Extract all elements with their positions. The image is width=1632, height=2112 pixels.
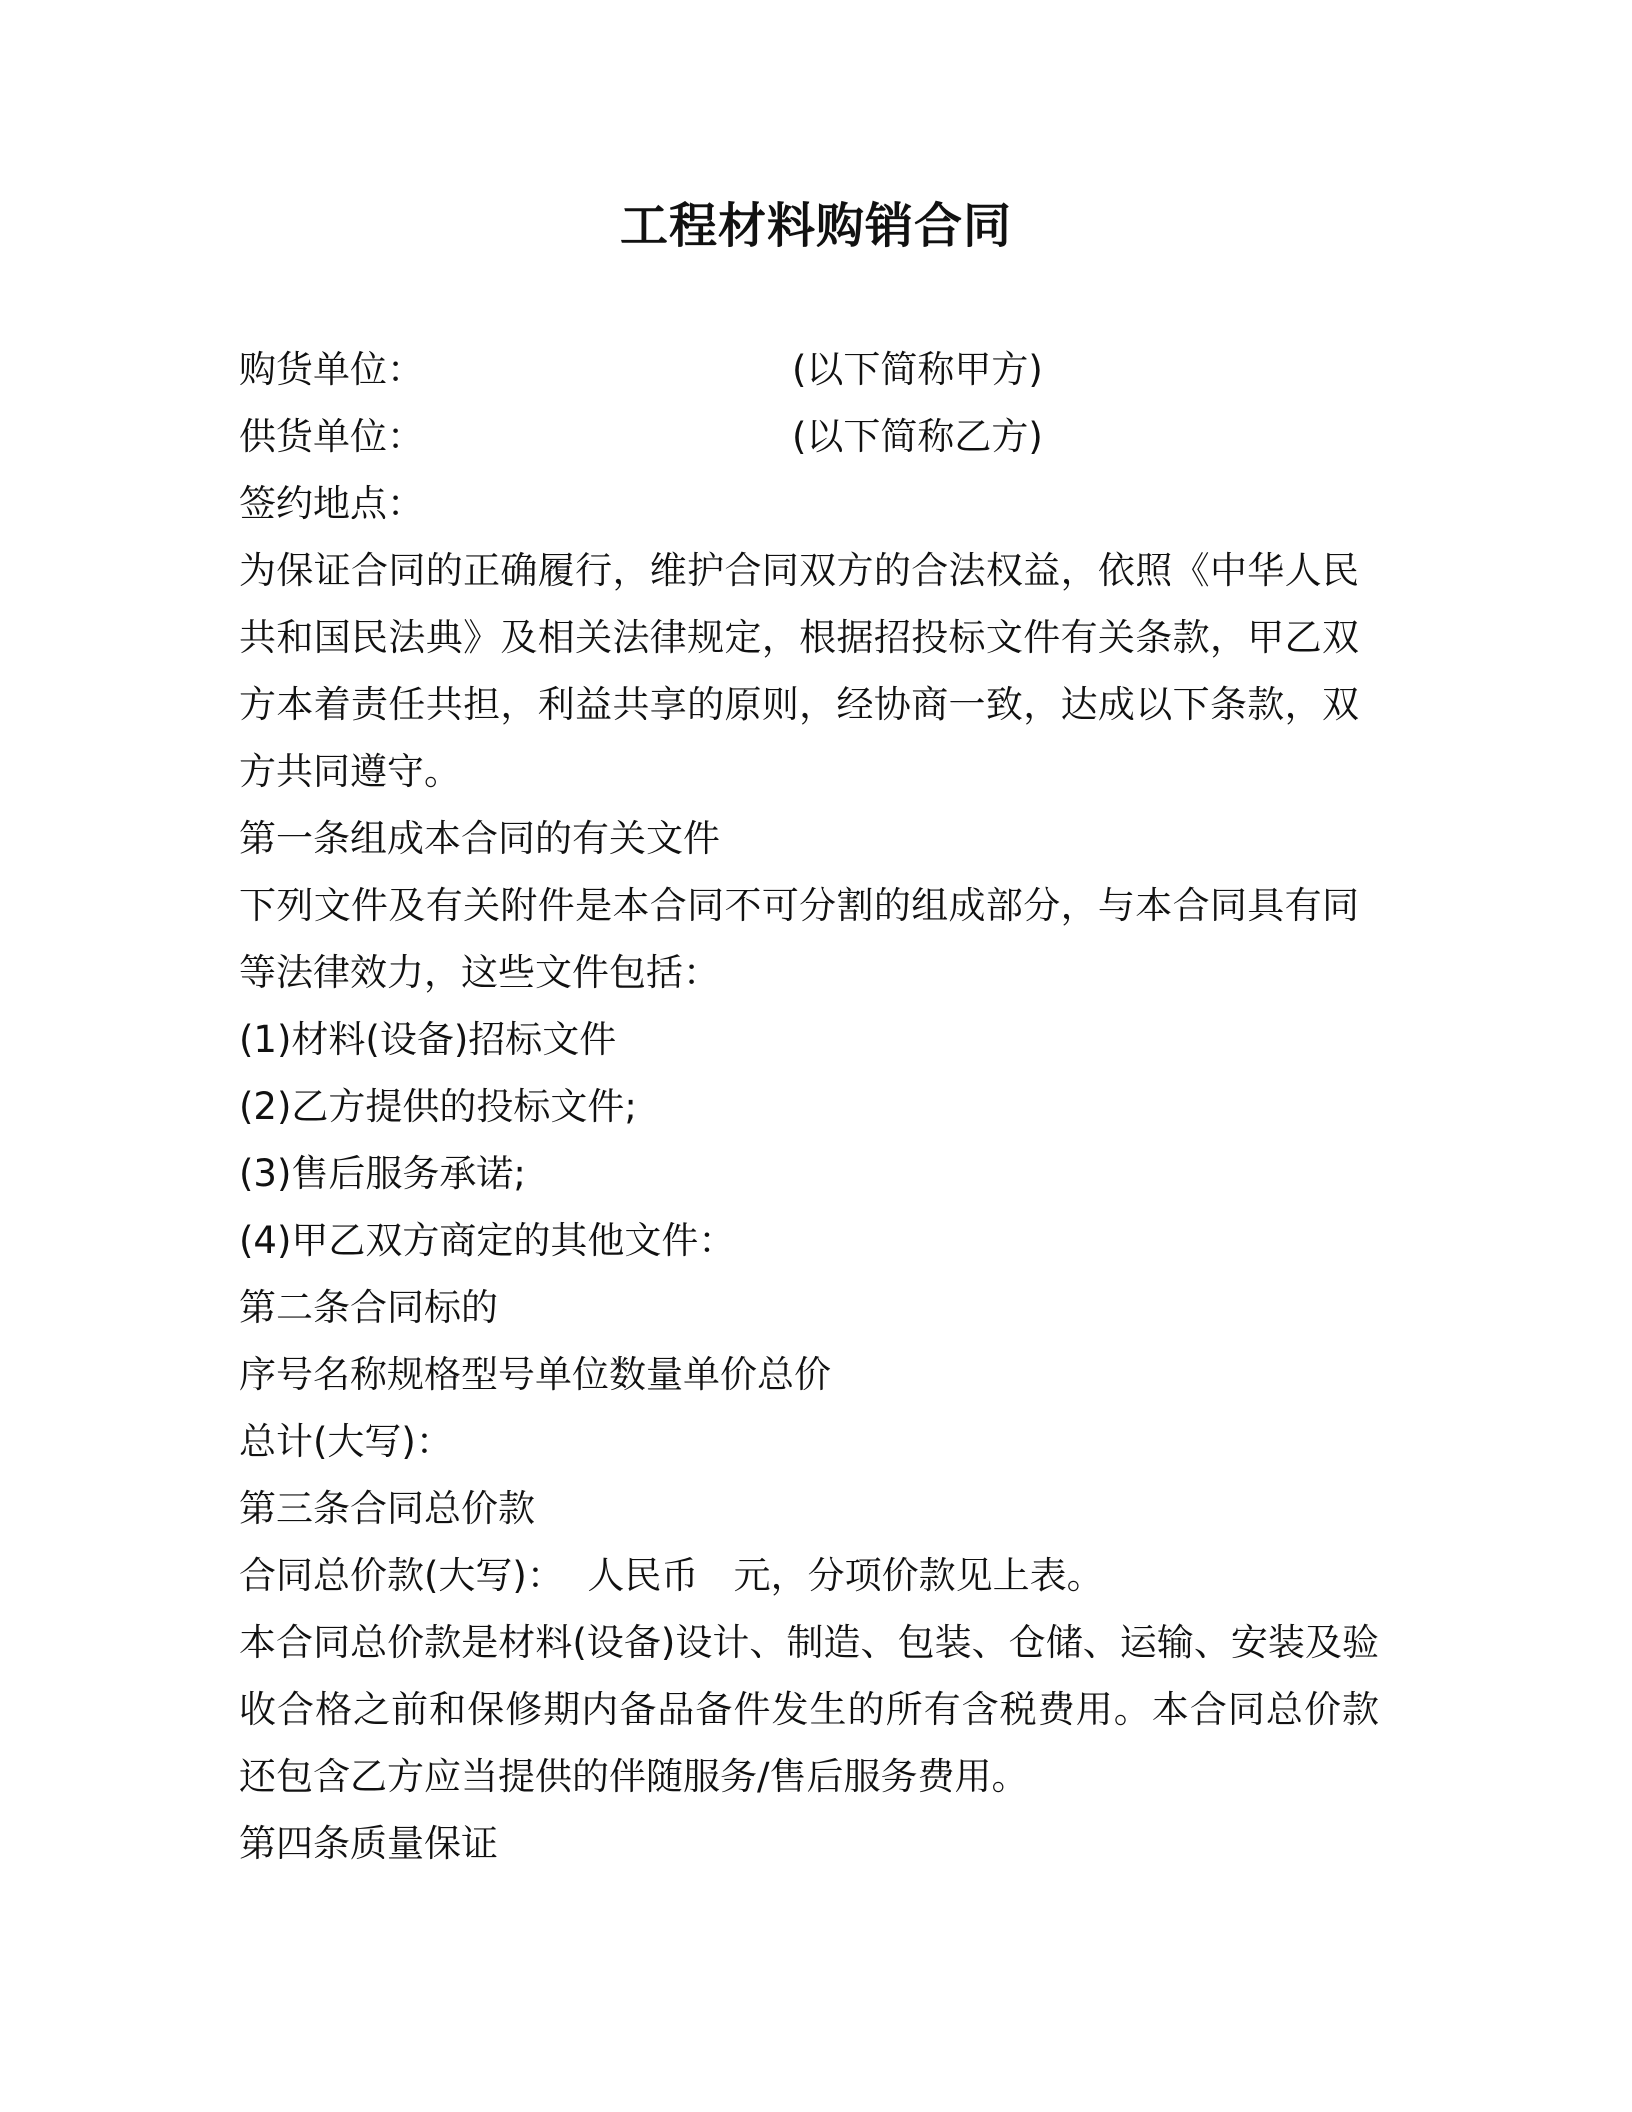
- article1-item-2: (2)乙方提供的投标文件;: [239, 1085, 637, 1128]
- article2-total: 总计(大写)：: [239, 1420, 453, 1463]
- article3-amount: 合同总价款(大写)： 人民币 元，分项价款见上表。: [239, 1554, 1104, 1597]
- article1-item-3: (3)售后服务承诺;: [239, 1152, 526, 1195]
- article1-intro: 下列文件及有关附件是本合同不可分割的组成部分，与本合同具有同等法律效力，这些文件包括：: [239, 884, 1359, 994]
- seller-line: [239, 403, 1414, 470]
- article3-description: 本合同总价款是材料(设备)设计、制造、包装、仓储、运输、安装及验收合格之前和保修期内备品备件发生的所有含税费用。本合同总价款还包含乙方应当提供的伴随服务/售后服务费用。: [239, 1621, 1379, 1798]
- buyer-label: 购货单位：: [239, 348, 424, 391]
- signing-place-line: [239, 470, 1414, 537]
- article2-table-header: 序号名称规格型号单位数量单价总价: [239, 1353, 831, 1396]
- seller-label: 供货单位：: [239, 415, 424, 458]
- article4-heading: 第四条质量保证: [239, 1822, 498, 1865]
- buyer-line: [239, 336, 1414, 403]
- article1-item-4: (4)甲乙双方商定的其他文件：: [239, 1219, 736, 1262]
- seller-note: (以下简称乙方): [792, 415, 1043, 458]
- document-body: [239, 336, 1414, 1877]
- article2-heading: 第二条合同标的: [239, 1286, 498, 1329]
- document-title: 工程材料购销合同: [619, 198, 1012, 254]
- buyer-note: (以下简称甲方): [792, 348, 1043, 391]
- article1-item-1: (1)材料(设备)招标文件: [239, 1018, 617, 1061]
- article1-heading: 第一条组成本合同的有关文件: [239, 817, 720, 860]
- signing-place-label: 签约地点：: [239, 482, 424, 525]
- article3-heading: 第三条合同总价款: [239, 1487, 535, 1530]
- preamble-paragraph: 为保证合同的正确履行，维护合同双方的合法权益，依照《中华人民共和国民法典》及相关法律规定，根据招投标文件有关条款，甲乙双方本着责任共担，利益共享的原则，经协商一致，达成以下条款，双方共同遵守。: [239, 549, 1359, 793]
